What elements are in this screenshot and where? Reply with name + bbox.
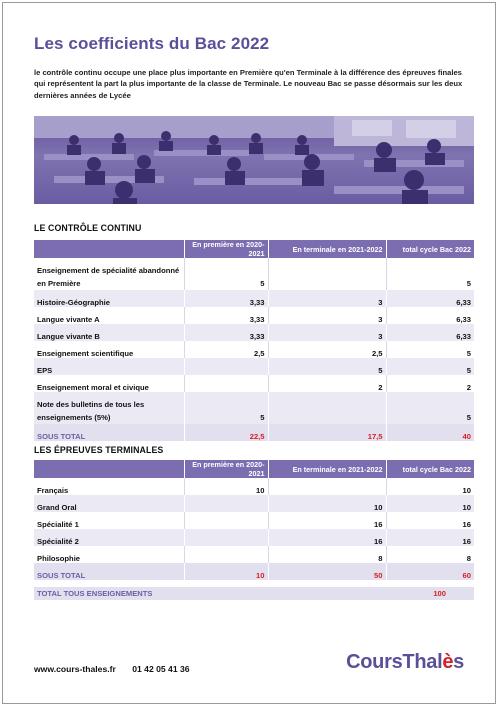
cell-premiere: 3,33 xyxy=(184,307,268,324)
cell-terminale: 2,5 xyxy=(268,341,386,358)
website-link[interactable]: www.cours-thales.fr xyxy=(34,664,116,674)
row-label: Langue vivante B xyxy=(34,324,184,341)
cell-terminale xyxy=(268,478,386,495)
footer xyxy=(34,664,190,674)
table-row xyxy=(34,512,474,529)
logo-part-3: s xyxy=(453,651,464,673)
table-row xyxy=(34,529,474,546)
cell-premiere: 3,33 xyxy=(184,324,268,341)
column-header-premiere: En première en 2020-2021 xyxy=(184,240,268,258)
section-heading-epreuves: LES ÉPREUVES TERMINALES xyxy=(34,445,164,455)
row-label: Philosophie xyxy=(34,546,184,563)
cell-premiere xyxy=(184,546,268,563)
cell-premiere xyxy=(184,529,268,546)
cell-total: 10 xyxy=(386,495,474,512)
cell-premiere: 5 xyxy=(184,258,268,290)
subtotal-row xyxy=(34,424,474,441)
subtotal-terminale: 17,5 xyxy=(268,424,386,441)
column-header-terminale: En terminale en 2021-2022 xyxy=(268,240,386,258)
row-label: Spécialité 1 xyxy=(34,512,184,529)
cell-premiere: 2,5 xyxy=(184,341,268,358)
cell-terminale: 8 xyxy=(268,546,386,563)
subtotal-row xyxy=(34,563,474,580)
cell-terminale: 2 xyxy=(268,375,386,392)
column-header-total: total cycle Bac 2022 xyxy=(386,240,474,258)
row-label: Langue vivante A xyxy=(34,307,184,324)
cell-premiere xyxy=(184,512,268,529)
cell-terminale: 16 xyxy=(268,529,386,546)
cell-premiere xyxy=(184,375,268,392)
cell-total: 16 xyxy=(386,529,474,546)
phone-number: 01 42 05 41 36 xyxy=(132,664,190,674)
page-title: Les coefficients du Bac 2022 xyxy=(34,34,270,53)
table-row xyxy=(34,358,474,375)
table-row xyxy=(34,290,474,307)
table-row xyxy=(34,341,474,358)
column-header-terminale: En terminale en 2021-2022 xyxy=(268,460,386,478)
table-row xyxy=(34,495,474,512)
table-row xyxy=(34,258,474,290)
cell-terminale xyxy=(268,392,386,424)
subtotal-terminale: 50 xyxy=(268,563,386,580)
cell-premiere xyxy=(184,358,268,375)
cell-premiere xyxy=(184,495,268,512)
section-heading-controle: LE CONTRÔLE CONTINU xyxy=(34,223,142,233)
epreuves-terminales-table xyxy=(34,460,474,580)
table-row xyxy=(34,546,474,563)
cell-terminale: 3 xyxy=(268,324,386,341)
controle-continu-table xyxy=(34,240,474,441)
cell-total: 8 xyxy=(386,546,474,563)
row-label: EPS xyxy=(34,358,184,375)
subtotal-premiere: 10 xyxy=(184,563,268,580)
row-label: Français xyxy=(34,478,184,495)
grand-total-label: TOTAL TOUS ENSEIGNEMENTS xyxy=(37,589,153,598)
subtotal-premiere: 22,5 xyxy=(184,424,268,441)
grand-total-value: 100 xyxy=(433,589,446,598)
table-header-empty xyxy=(34,460,184,478)
cell-total: 16 xyxy=(386,512,474,529)
cell-terminale: 16 xyxy=(268,512,386,529)
logo-accent: è xyxy=(442,651,454,673)
row-label: Enseignement moral et civique xyxy=(34,375,184,392)
row-label: Spécialité 2 xyxy=(34,529,184,546)
cell-premiere: 5 xyxy=(184,392,268,424)
table-header-empty xyxy=(34,240,184,258)
table-row xyxy=(34,324,474,341)
row-label: Note des bulletins de tous les enseignements (5%) xyxy=(34,392,184,424)
cell-terminale: 3 xyxy=(268,307,386,324)
cell-terminale: 5 xyxy=(268,358,386,375)
cell-total: 2 xyxy=(386,375,474,392)
subtotal-total: 60 xyxy=(386,563,474,580)
intro-paragraph: le contrôle continu occupe une place plus importante en Première qu'en Terminale à la différence des épreuves finales qui représentent la part la plus importante de la classe de Terminale. Le nouveau Bac se passe désormais sur les deux dernières années de Lycée xyxy=(34,68,463,100)
classroom-photo xyxy=(34,116,474,204)
logo-part-2: Thal xyxy=(402,651,443,673)
table-row xyxy=(34,307,474,324)
subtotal-label: SOUS TOTAL xyxy=(34,563,184,580)
cell-total: 5 xyxy=(386,358,474,375)
cell-terminale xyxy=(268,258,386,290)
cell-total: 10 xyxy=(386,478,474,495)
column-header-premiere: En première en 2020-2021 xyxy=(184,460,268,478)
cell-premiere: 10 xyxy=(184,478,268,495)
subtotal-total: 40 xyxy=(386,424,474,441)
cell-total: 5 xyxy=(386,392,474,424)
cell-total: 6,33 xyxy=(386,290,474,307)
row-label: Grand Oral xyxy=(34,495,184,512)
classroom-illustration xyxy=(34,116,474,204)
cours-thales-logo xyxy=(346,651,464,674)
cell-terminale: 3 xyxy=(268,290,386,307)
row-label: Histoire-Géographie xyxy=(34,290,184,307)
cell-total: 5 xyxy=(386,341,474,358)
cell-premiere: 3,33 xyxy=(184,290,268,307)
grand-total-bar xyxy=(34,587,474,600)
subtotal-label: SOUS TOTAL xyxy=(34,424,184,441)
cell-total: 6,33 xyxy=(386,307,474,324)
row-label: Enseignement de spécialité abandonné en Première xyxy=(34,258,184,290)
table-row xyxy=(34,392,474,424)
row-label: Enseignement scientifique xyxy=(34,341,184,358)
table-row xyxy=(34,478,474,495)
cell-total: 6,33 xyxy=(386,324,474,341)
column-header-total: total cycle Bac 2022 xyxy=(386,460,474,478)
cell-total: 5 xyxy=(386,258,474,290)
cell-terminale: 10 xyxy=(268,495,386,512)
logo-part-1: Cours xyxy=(346,651,403,673)
table-row xyxy=(34,375,474,392)
